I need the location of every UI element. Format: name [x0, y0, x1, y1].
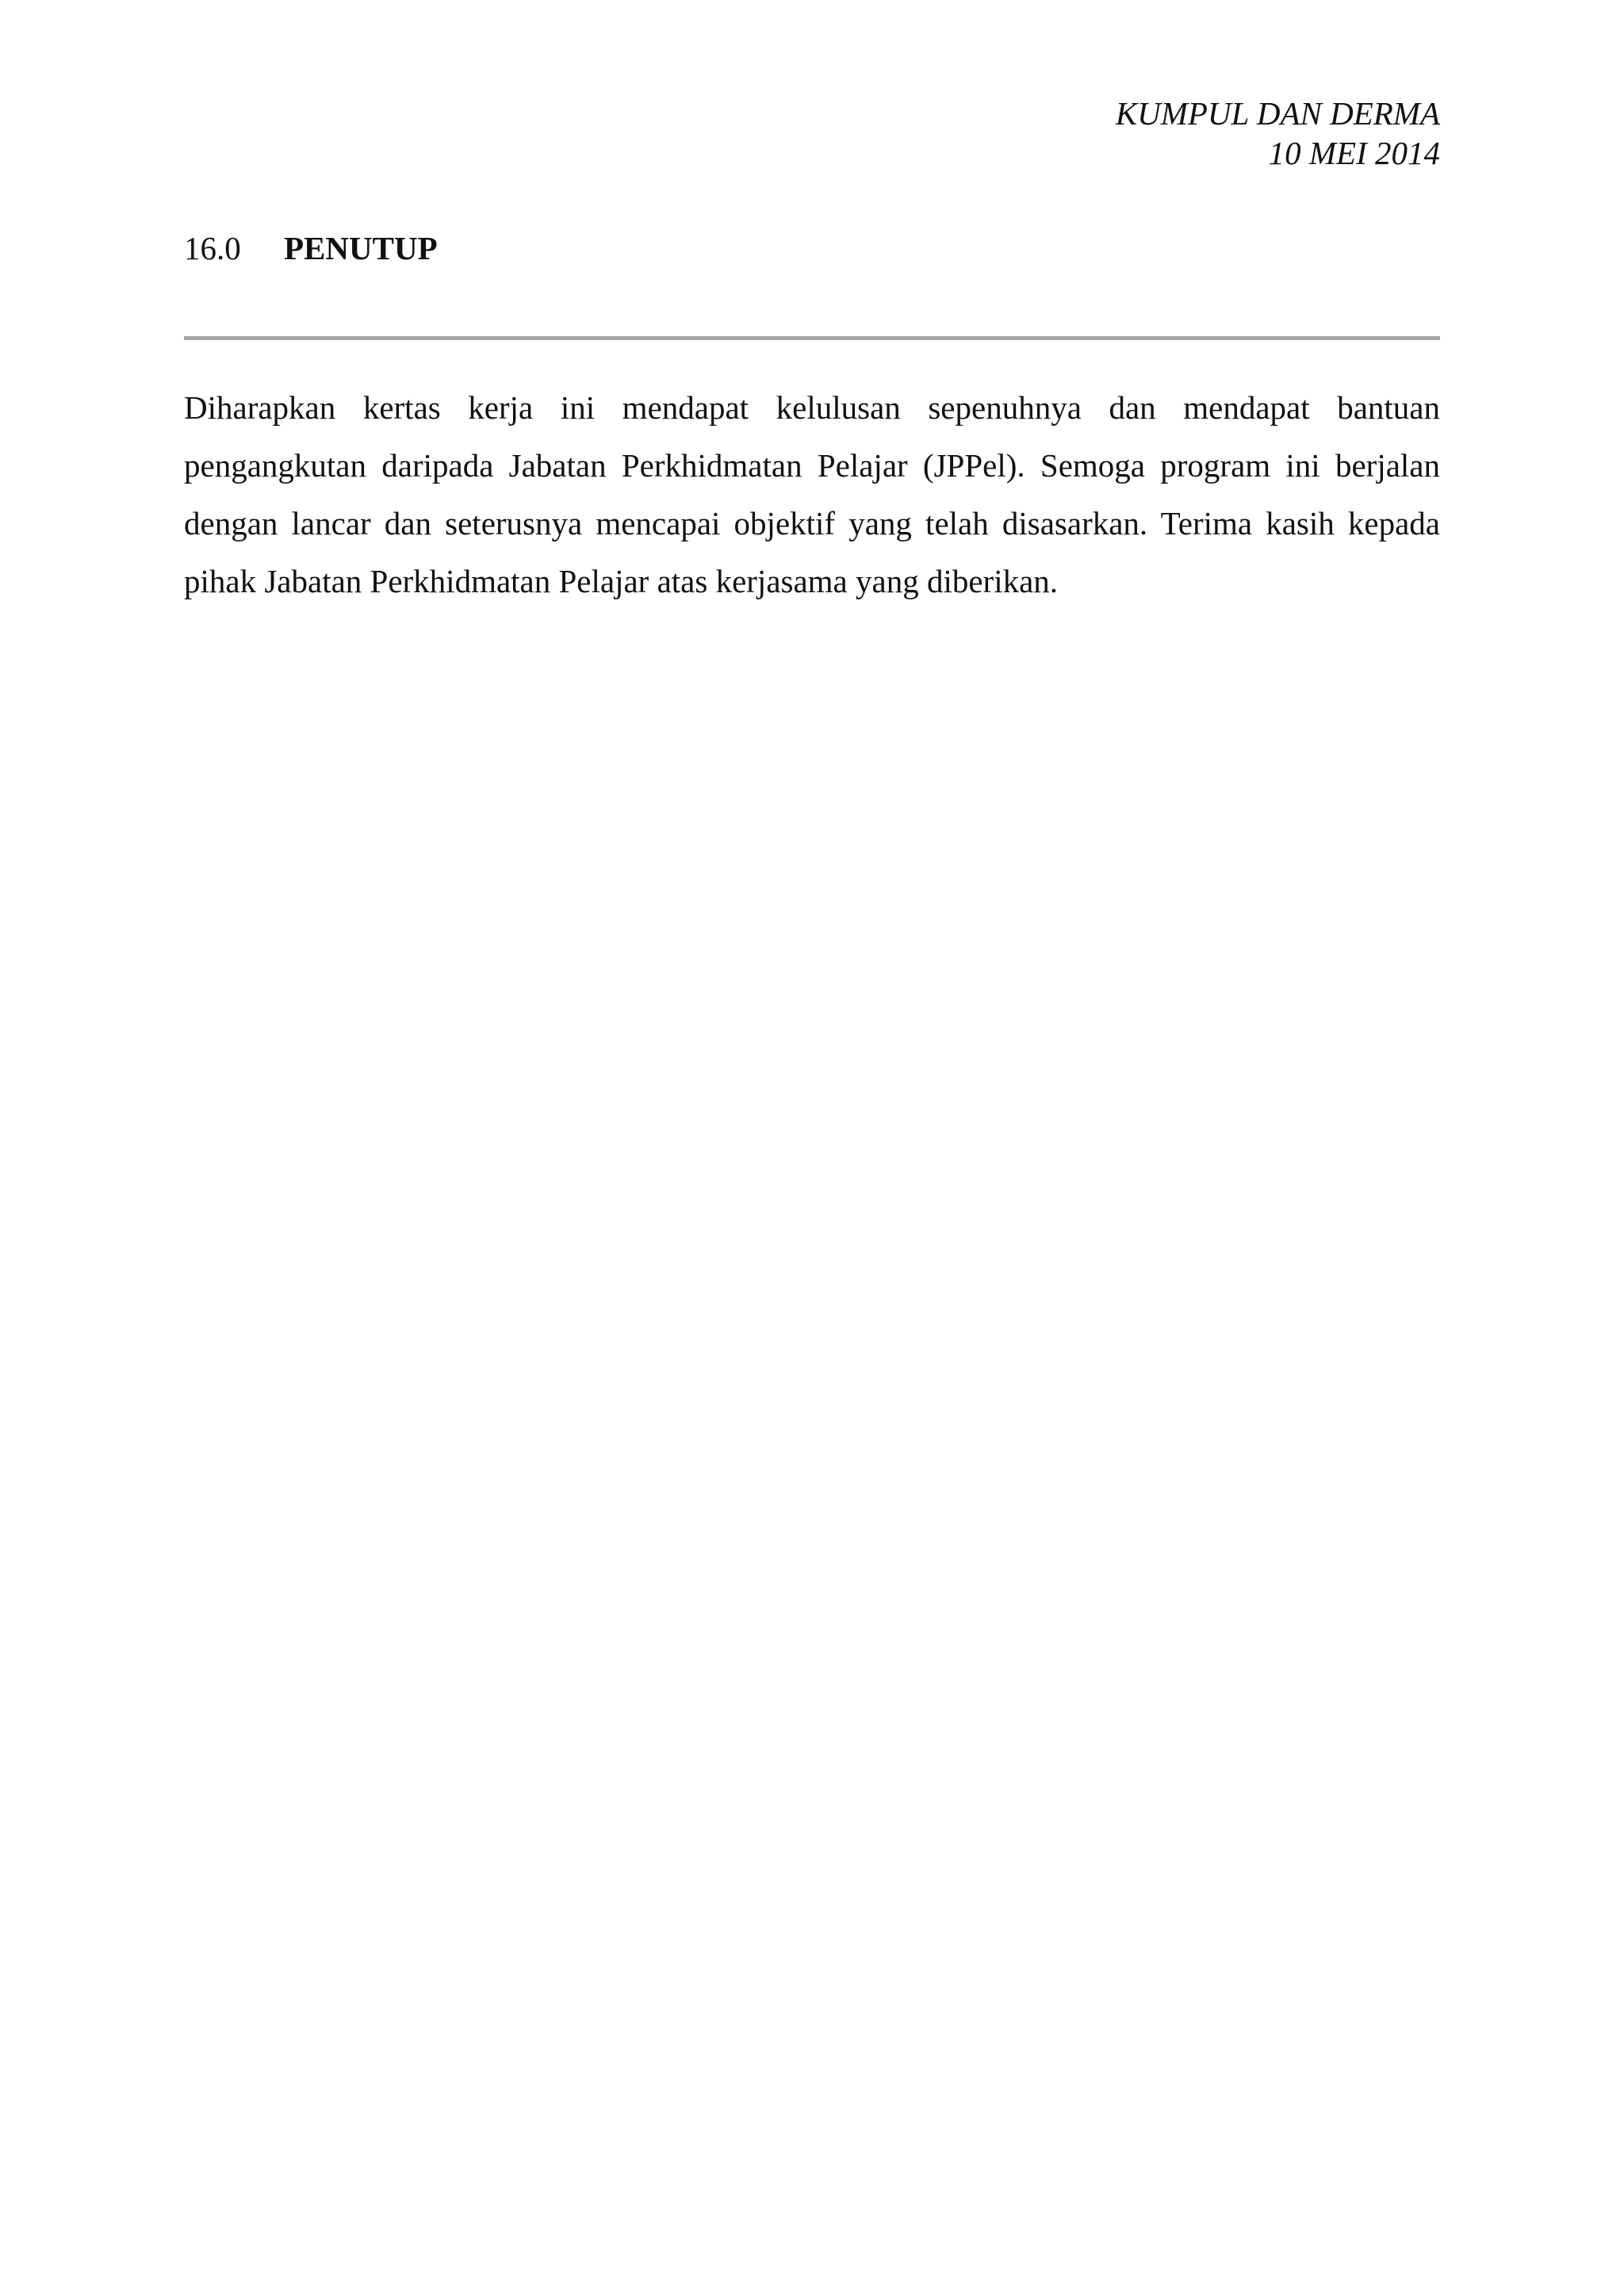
running-header	[726, 94, 1440, 173]
horizontal-divider	[184, 336, 1440, 340]
section-heading	[184, 228, 438, 268]
closing-paragraph: Diharapkan kertas kerja ini mendapat kelulusan sepenuhnya dan mendapat bantuan pengangkutan daripada Jabatan Perkhidmatan Pelajar (JPPel). Semoga program ini berjalan dengan lancar dan seterusnya mencapai objektif yang telah disasarkan. Terima kasih kepada pihak Jabatan Perkhidmatan Pelajar atas kerjasama yang diberikan.	[184, 389, 1440, 599]
section-title: PENUTUP	[284, 230, 438, 266]
header-event-date: 10 MEI 2014	[1268, 135, 1440, 171]
section-number: 16.0	[184, 230, 241, 266]
header-event-name: KUMPUL DAN DERMA	[1115, 95, 1440, 132]
